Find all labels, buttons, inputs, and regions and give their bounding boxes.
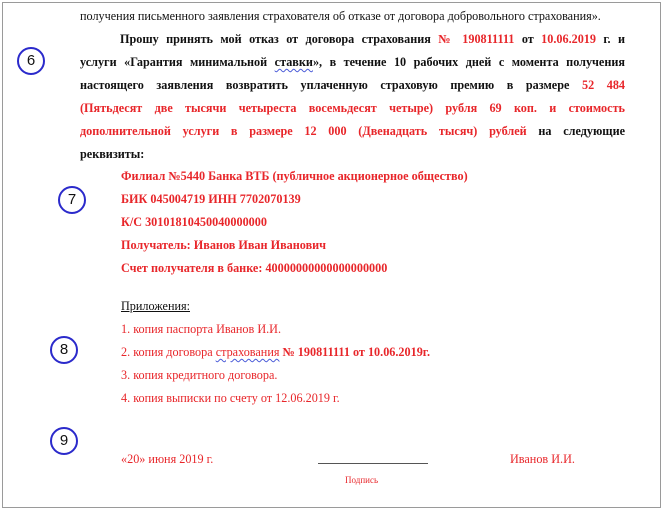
paragraph-line-5 bbox=[80, 123, 625, 139]
year-text: г. и bbox=[603, 32, 626, 46]
service-rate-word: ставки bbox=[274, 55, 313, 69]
bank-recipient: Получатель: Иванов Иван Иванович bbox=[121, 238, 327, 252]
step-badge-9: 9 bbox=[50, 427, 78, 455]
contract-date: 10.06.2019 bbox=[541, 32, 596, 46]
attachment-item-1: 1. копия паспорта Иванов И.И. bbox=[121, 322, 282, 336]
paragraph-line-1 bbox=[80, 31, 625, 47]
step-badge-8: 8 bbox=[50, 336, 78, 364]
attachment-item-2-word: страхования bbox=[215, 345, 280, 359]
return-text: настоящего заявления возвратить уплаченную страховую премию в размере bbox=[80, 78, 570, 92]
service-cost: дополнительной услуги в размере 12 000 (Двенадцать тысяч) рублей bbox=[80, 124, 527, 138]
paragraph-line-4: (Пятьдесят две тысячи четыреста восемьдесят четыре) рубля 69 коп. и стоимость bbox=[80, 101, 625, 115]
bank-correspondent-account: К/С 30101810450040000000 bbox=[121, 215, 267, 229]
signature-caption: Подпись bbox=[345, 475, 379, 485]
paragraph-line-3 bbox=[80, 77, 625, 93]
requisites-label: реквизиты: bbox=[80, 147, 145, 161]
attachment-item-2-text: 2. копия договора bbox=[121, 345, 213, 359]
attachment-item-2-number: № 190811111 от 10.06.2019г. bbox=[282, 345, 431, 359]
bank-bik-inn: БИК 045004719 ИНН 7702070139 bbox=[121, 192, 301, 206]
premium-sum: 52 484 bbox=[581, 78, 626, 92]
following-text: на следующие bbox=[538, 124, 625, 138]
service-text-2: », в течение 10 рабочих дней с момента получения bbox=[312, 55, 625, 69]
request-text: Прошу принять мой отказ от договора страхования bbox=[120, 32, 431, 46]
service-text: услуги «Гарантия минимальной bbox=[80, 55, 268, 69]
from-text: от bbox=[521, 32, 534, 46]
bank-branch: Филиал №5440 Банка ВТБ (публичное акционерное общество) bbox=[121, 169, 468, 183]
attachment-item-4: 4. копия выписки по счету от 12.06.2019 г. bbox=[121, 391, 340, 405]
step-badge-7: 7 bbox=[58, 186, 86, 214]
attachment-item-3: 3. копия кредитного договора. bbox=[121, 368, 278, 382]
intro-line: получения письменного заявления страхователя об отказе от договора добровольного страхования». bbox=[80, 9, 601, 23]
signer-name: Иванов И.И. bbox=[510, 452, 575, 466]
signature-date: «20» июня 2019 г. bbox=[121, 452, 214, 466]
attachment-item-2 bbox=[121, 344, 430, 360]
attachments-title: Приложения: bbox=[121, 299, 190, 313]
bank-account: Счет получателя в банке: 40000000000000000000 bbox=[121, 261, 388, 275]
contract-number: № 190811111 bbox=[438, 32, 515, 46]
paragraph-line-2 bbox=[80, 54, 625, 70]
step-badge-6: 6 bbox=[17, 47, 45, 75]
signature-line bbox=[318, 463, 428, 464]
